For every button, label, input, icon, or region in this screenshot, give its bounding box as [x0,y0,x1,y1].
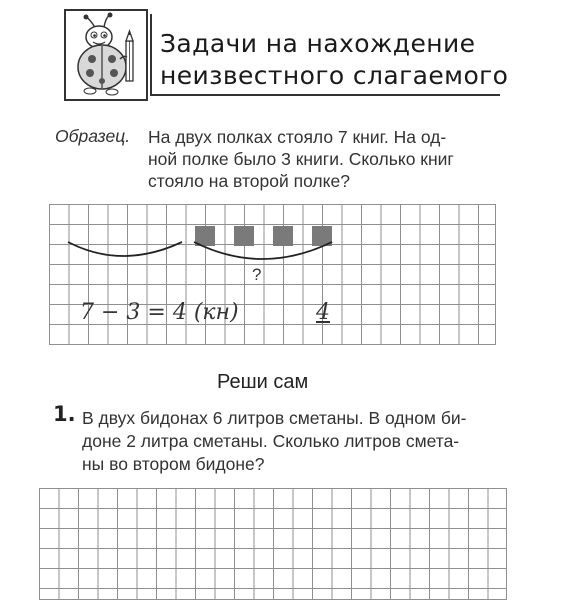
page-title-line-1: Задачи на нахождение [160,29,476,58]
problem-number: 1. [53,402,76,426]
problem-text-line: ны во втором бидоне? [82,454,265,474]
ladybug-logo [64,9,148,101]
sample-solution: 7 − 3 = 4 (кн) [80,300,239,325]
first-shelf-bracket [68,242,182,256]
segment-brackets [60,236,350,276]
second-shelf-bracket [194,242,332,259]
sample-problem-text [148,126,508,192]
sample-text-line: стояло на второй полке? [148,171,350,191]
sample-label: Образец. [55,126,131,146]
problem-text-line: доне 2 литра сметаны. Сколько литров смета- [82,431,460,451]
section-heading: Реши сам [217,371,309,393]
page-title-line-2: неизвестного слагаемого [160,61,509,90]
answer-grid[interactable] [39,488,507,600]
sample-text-line: На двух полках стояло 7 книг. На од- [148,127,447,147]
sample-text-line: ной полке было 3 книги. Сколько книг [148,149,454,169]
sample-answer: 4 [316,300,330,325]
problem-text-line: В двух бидонах 6 литров сметаны. В одном би- [82,408,467,428]
problem-text [82,407,502,476]
ladybug-pencil-icon [66,11,146,99]
diagram-question-mark: ? [252,265,262,284]
